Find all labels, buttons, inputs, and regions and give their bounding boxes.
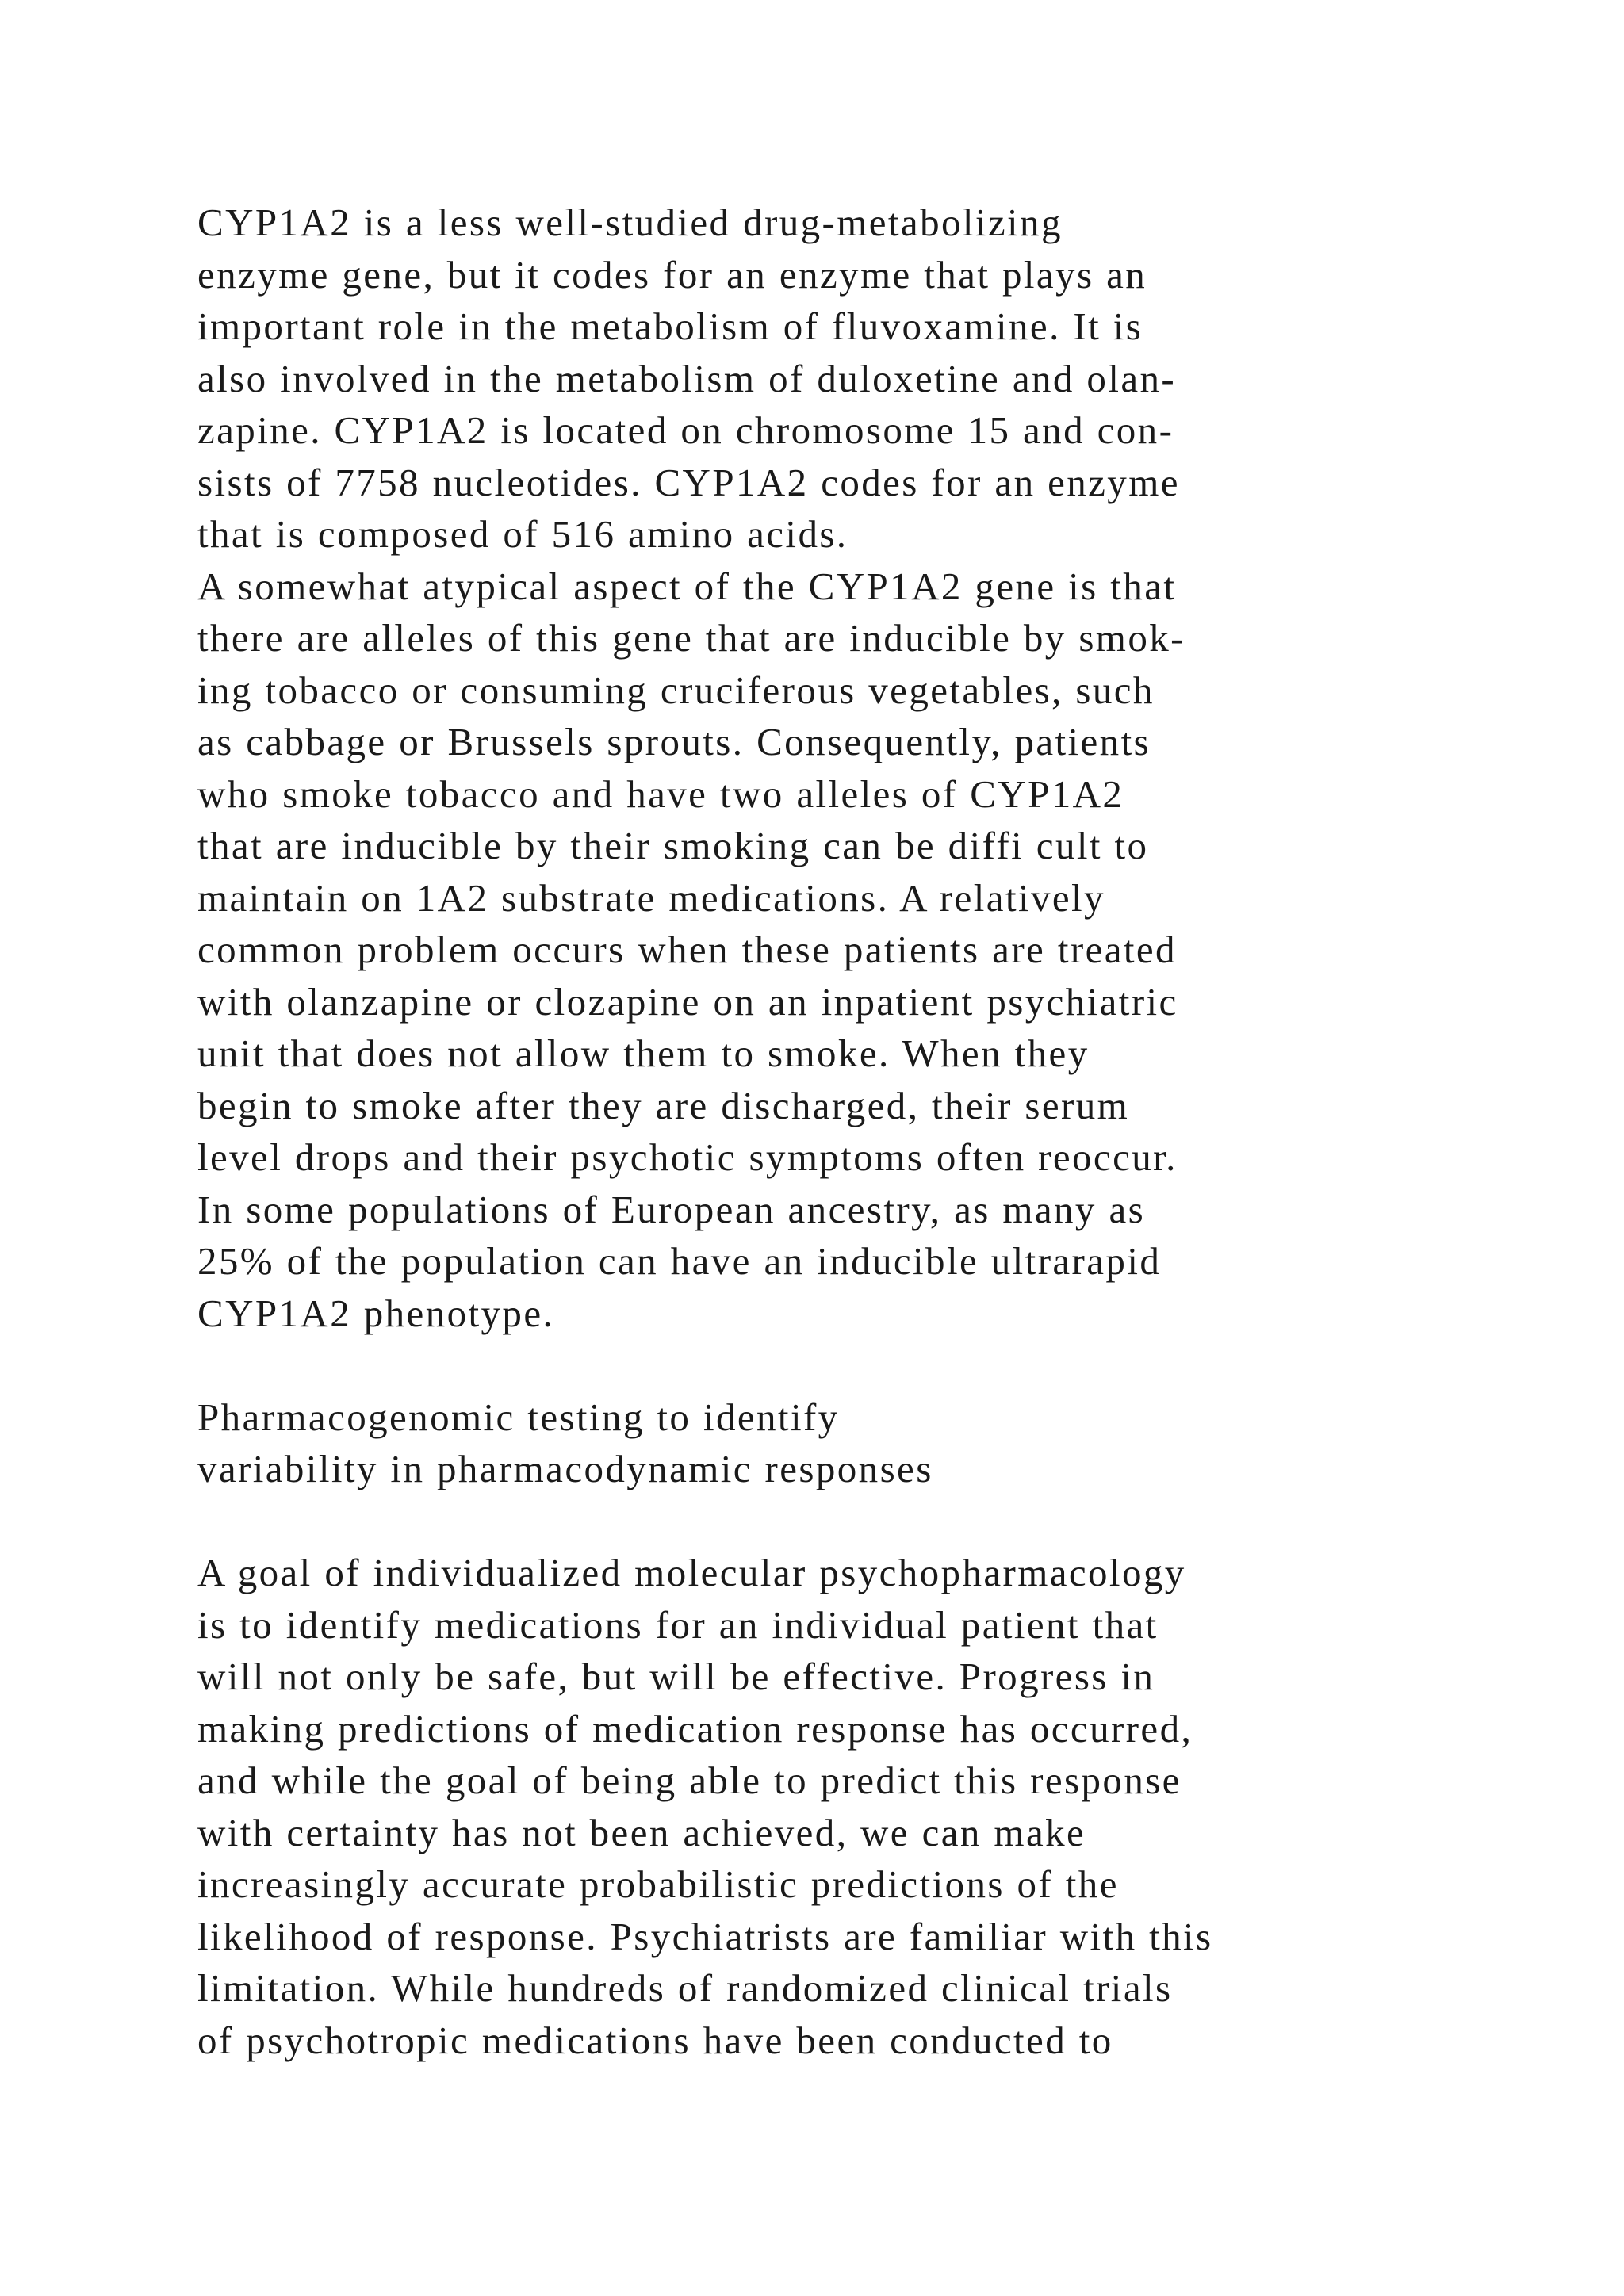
section-heading (197, 1391, 1593, 1495)
text-line: begin to smoke after they are discharged, their serum (197, 1083, 1130, 1127)
text-line: A somewhat atypical aspect of the CYP1A2 gene is that (197, 564, 1177, 608)
text-line: sists of 7758 nucleotides. CYP1A2 codes for an enzyme (197, 460, 1180, 504)
body-text (197, 197, 1593, 2066)
text-line: with certainty has not been achieved, we can make (197, 1810, 1086, 1854)
paragraph-cyp1a2-intro (197, 197, 1593, 561)
text-line: making predictions of medication response has occurred, (197, 1706, 1193, 1751)
text-line: CYP1A2 is a less well-studied drug-metabolizing (197, 201, 1063, 244)
text-line: 25% of the population can have an inducible ultrarapid (197, 1239, 1162, 1283)
text-line: common problem occurs when these patients are treated (197, 928, 1177, 971)
text-line: important role in the metabolism of fluvoxamine. It is (197, 304, 1143, 348)
text-line: maintain on 1A2 substrate medications. A relatively (197, 875, 1105, 920)
text-line: ing tobacco or consuming cruciferous vegetables, such (197, 668, 1155, 712)
text-line: as cabbage or Brussels sprouts. Consequently, patients (197, 720, 1151, 763)
blank-line (197, 1495, 1593, 1548)
text-line: and while the goal of being able to predict this response (197, 1758, 1182, 1802)
text-line: increasingly accurate probabilistic predictions of the (197, 1862, 1119, 1906)
heading-line: variability in pharmacodynamic responses (197, 1447, 933, 1490)
paragraph-molecular-psychopharmacology (197, 1547, 1593, 2066)
text-line: zapine. CYP1A2 is located on chromosome 15 and con- (197, 408, 1174, 452)
text-line: that is composed of 516 amino acids. (197, 512, 848, 556)
heading-line: Pharmacogenomic testing to identify (197, 1395, 840, 1439)
text-line: A goal of individualized molecular psychopharmacology (197, 1551, 1186, 1594)
text-line: also involved in the metabolism of duloxetine and olan- (197, 356, 1177, 400)
text-line: likelihood of response. Psychiatrists are familiar with this (197, 1914, 1213, 1958)
text-line: limitation. While hundreds of randomized clinical trials (197, 1966, 1173, 2010)
text-line: level drops and their psychotic symptoms often reoccur. (197, 1135, 1178, 1179)
text-line: In some populations of European ancestry, as many as (197, 1187, 1146, 1231)
paragraph-cyp1a2-inducible (197, 561, 1593, 1340)
text-line: enzyme gene, but it codes for an enzyme that plays an (197, 252, 1147, 297)
text-line: who smoke tobacco and have two alleles of CYP1A2 (197, 771, 1124, 816)
text-line: unit that does not allow them to smoke. When they (197, 1031, 1090, 1075)
blank-line (197, 1339, 1593, 1391)
text-line: will not only be safe, but will be effective. Progress in (197, 1655, 1155, 1698)
text-line: with olanzapine or clozapine on an inpatient psychiatric (197, 979, 1178, 1024)
text-line: of psychotropic medications have been conducted to (197, 2018, 1113, 2062)
text-line: is to identify medications for an individual patient that (197, 1602, 1159, 1647)
text-line: that are inducible by their smoking can be diffi cult to (197, 824, 1149, 867)
text-line: there are alleles of this gene that are inducible by smok- (197, 616, 1185, 660)
text-line: CYP1A2 phenotype. (197, 1291, 555, 1335)
